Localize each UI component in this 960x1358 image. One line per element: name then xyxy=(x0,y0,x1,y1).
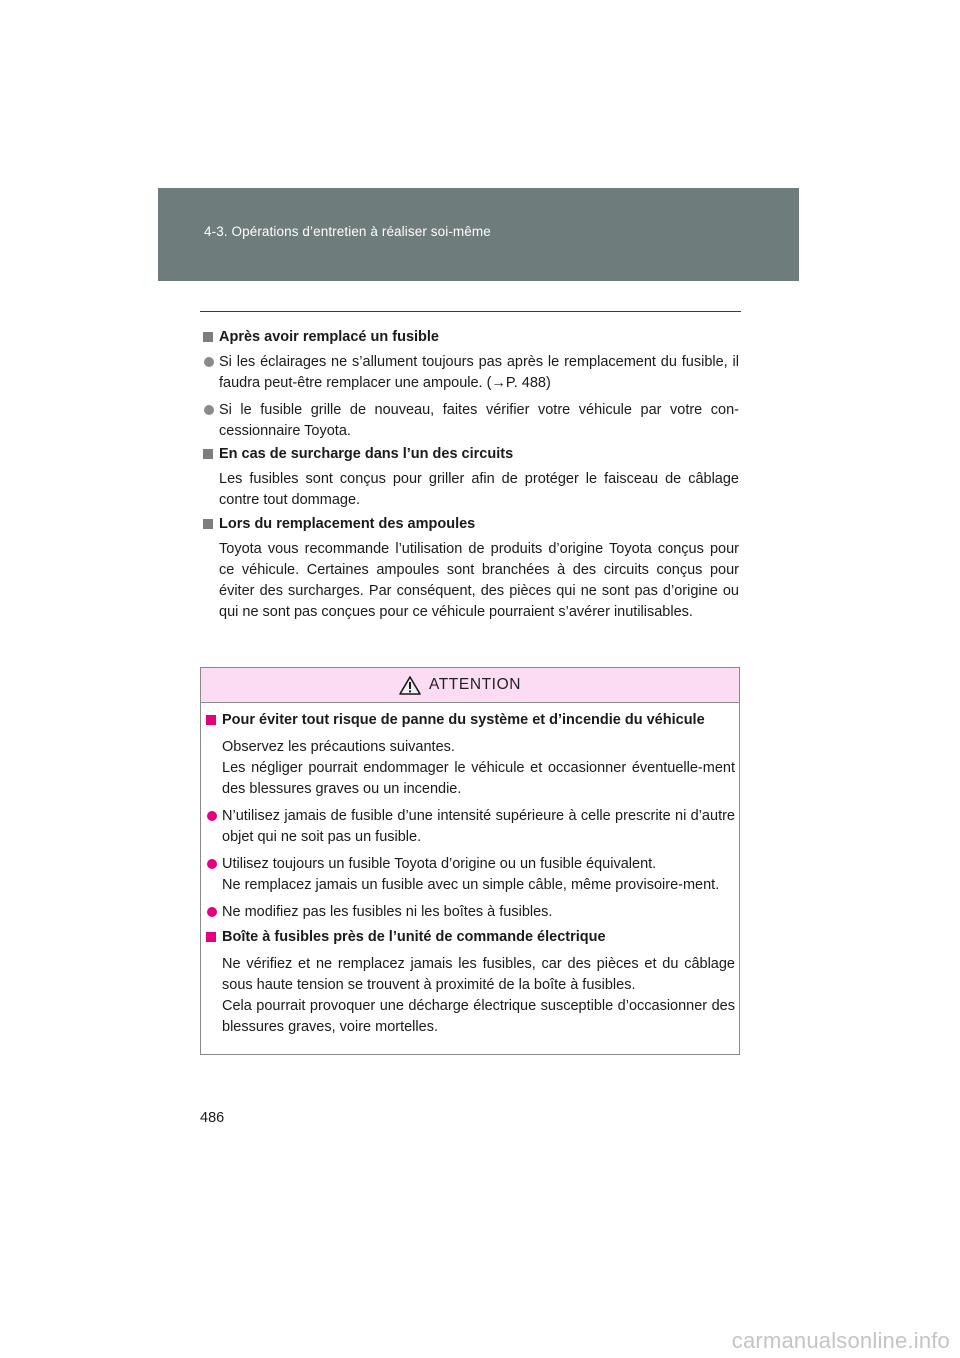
section-text: Toyota vous recommande l’utilisation de produits d’origine Toyota conçus pour ce véhicule. Certaines ampoules sont branchées à des circuits conçus pour éviter des surcharges. Par conséquent, des pièces qui ne sont pas d’origine ou qui ne sont pas conçues pour ce véhicule pourraient s’avérer inutilisables. xyxy=(219,541,739,620)
warning-header xyxy=(201,668,739,703)
chapter-title: 4-3. Opérations d’entretien à réaliser soi-même xyxy=(204,224,491,239)
warning-triangle-icon xyxy=(399,676,421,695)
round-bullet-icon xyxy=(207,907,217,917)
square-bullet-icon xyxy=(206,932,216,942)
warning-intro: Observez les précautions suivantes. xyxy=(222,739,455,755)
top-divider xyxy=(200,311,741,312)
section-title: Lors du remplacement des ampoules xyxy=(203,514,739,535)
warning-body xyxy=(206,710,735,1038)
round-bullet-icon xyxy=(207,859,217,869)
round-bullet-icon xyxy=(204,357,214,367)
section-text: Les fusibles sont conçus pour griller afin de protéger le faisceau de câblage contre tout dommage. xyxy=(219,471,739,508)
warning-section-title: Boîte à fusibles près de l’unité de commande électrique xyxy=(206,927,735,948)
list-item: Ne modifiez pas les fusibles ni les boîtes à fusibles. xyxy=(206,902,735,923)
square-bullet-icon xyxy=(203,449,213,459)
list-item: N’utilisez jamais de fusible d’une intensité supérieure à celle prescrite ni d’autre objet qui ne soit pas un fusible. xyxy=(206,806,735,848)
section-bulb-replace xyxy=(203,514,739,623)
warning-label: ATTENTION xyxy=(428,676,522,693)
section-title: En cas de surcharge dans l’un des circuits xyxy=(203,444,739,465)
round-bullet-icon xyxy=(207,811,217,821)
square-bullet-icon xyxy=(203,519,213,529)
section-title: Après avoir remplacé un fusible xyxy=(203,327,739,348)
warning-section-title: Pour éviter tout risque de panne du système et d’incendie du véhicule xyxy=(206,710,735,731)
square-bullet-icon xyxy=(203,332,213,342)
warning-text: Ne vérifiez et ne remplacez jamais les fusibles, car des pièces et du câblage sous haute tension se trouvent à proximité de la boîte à fusibles. xyxy=(222,956,735,993)
section-circuit-overload xyxy=(203,444,739,511)
list-item: Si les éclairages ne s’allument toujours pas après le remplacement du fusible, il faudra peut-être remplacer une ampoule. (→P. 488) xyxy=(203,352,739,394)
watermark: carmanualsonline.info xyxy=(731,1328,950,1353)
list-item: Utilisez toujours un fusible Toyota d’origine ou un fusible équivalent. Ne remplacez jamais un fusible avec un simple câble, même provisoire-ment. xyxy=(206,854,735,896)
list-item: Si le fusible grille de nouveau, faites vérifier votre véhicule par votre con-cessionnaire Toyota. xyxy=(203,400,739,442)
warning-intro: Les négliger pourrait endommager le véhicule et occasionner éventuelle-ment des blessures graves ou un incendie. xyxy=(222,760,735,797)
page-number: 486 xyxy=(200,1110,225,1126)
square-bullet-icon xyxy=(206,715,216,725)
round-bullet-icon xyxy=(204,405,214,415)
warning-box xyxy=(200,667,740,1055)
section-after-fuse-replace xyxy=(203,327,739,442)
warning-text: Cela pourrait provoquer une décharge électrique susceptible d’occasionner des blessures graves, voire mortelles. xyxy=(222,998,735,1035)
chapter-header xyxy=(158,188,799,281)
